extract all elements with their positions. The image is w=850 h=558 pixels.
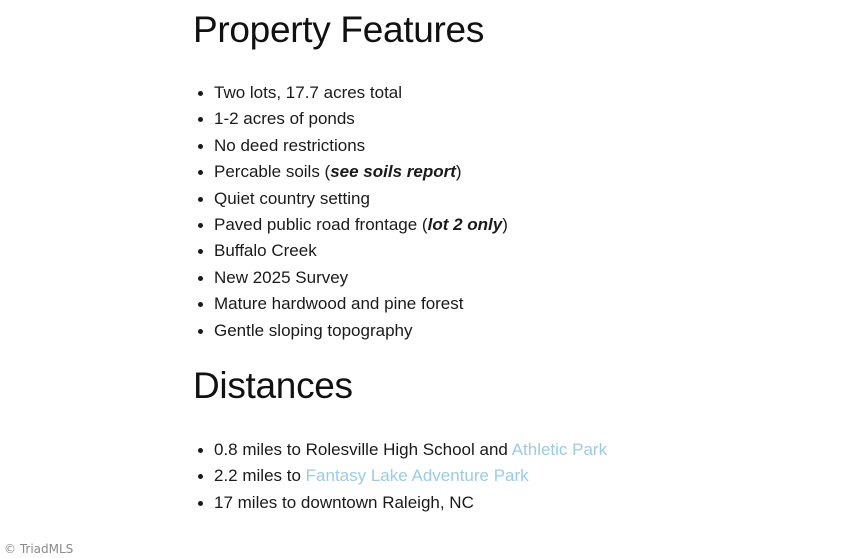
list-item-text: Two lots, 17.7 acres total xyxy=(214,83,403,102)
list-item xyxy=(193,291,813,317)
bullet-icon xyxy=(198,501,203,506)
list-item-text: 0.8 miles to Rolesville High School and xyxy=(214,439,512,459)
bullet-icon xyxy=(198,117,203,122)
bullet-icon xyxy=(198,302,203,307)
list-item-text: 17 miles to downtown Raleigh, NC xyxy=(214,492,474,512)
bullet-icon xyxy=(198,144,203,149)
list-item xyxy=(193,318,813,344)
list-item xyxy=(193,437,813,463)
list-item-text: Paved public road frontage ( xyxy=(214,214,428,234)
list-item xyxy=(193,463,813,489)
bullet-icon xyxy=(198,223,203,228)
soils-report-note: see soils report xyxy=(330,162,456,182)
list-item xyxy=(193,238,813,264)
list-item-text: 1-2 acres of ponds xyxy=(214,109,355,129)
list-item-text: ) xyxy=(455,162,462,182)
bullet-icon xyxy=(198,329,203,334)
bullet-icon xyxy=(198,448,203,453)
list-item-text: 2.2 miles to xyxy=(214,466,306,486)
fantasy-lake-adventure-park-link[interactable]: Fantasy Lake Adventure Park xyxy=(305,466,529,486)
list-item-text: Percable soils ( xyxy=(214,162,331,182)
list-item-text: Buffalo Creek xyxy=(214,241,317,261)
list-item-text: No deed restrictions xyxy=(214,135,366,155)
distances-heading: Distances xyxy=(193,364,353,406)
bullet-icon xyxy=(198,91,203,96)
bullet-icon xyxy=(198,197,203,202)
list-item xyxy=(193,133,813,159)
list-item xyxy=(193,159,813,185)
property-features-list xyxy=(193,80,813,344)
list-item-text: ) xyxy=(502,214,508,234)
listing-description xyxy=(193,8,813,516)
property-features-heading: Property Features xyxy=(193,9,485,50)
distances-list xyxy=(193,437,813,516)
lot-2-only-note: lot 2 only xyxy=(427,214,503,234)
list-item xyxy=(193,490,813,516)
list-item xyxy=(193,106,813,132)
bullet-icon xyxy=(198,170,203,175)
bullet-icon xyxy=(198,249,203,254)
bullet-icon xyxy=(198,276,203,281)
list-item xyxy=(193,186,813,212)
bullet-icon xyxy=(198,474,203,479)
list-item xyxy=(193,212,813,238)
list-item xyxy=(193,265,813,291)
list-item-text: Gentle sloping topography xyxy=(214,320,413,340)
list-item-text: Quiet country setting xyxy=(214,188,370,208)
copyright-notice: © TriadMLS xyxy=(4,542,74,556)
list-item xyxy=(193,80,813,106)
athletic-park-link[interactable]: Athletic Park xyxy=(511,439,608,459)
list-item-text: Mature hardwood and pine forest xyxy=(214,294,464,314)
list-item-text: New 2025 Survey xyxy=(214,267,349,287)
